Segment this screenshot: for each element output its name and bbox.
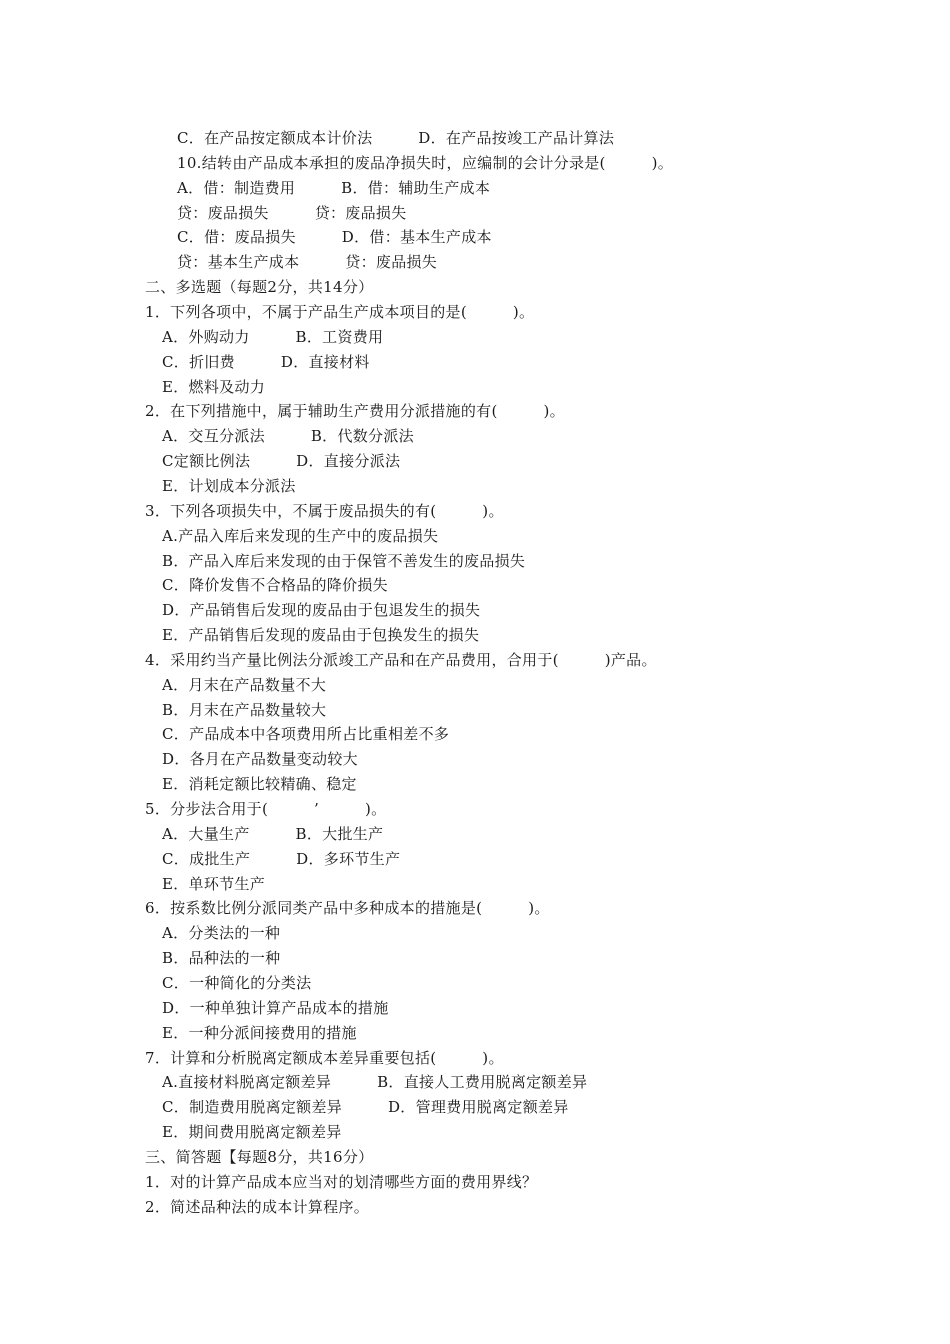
text-line: A．月末在产品数量不大 (162, 675, 327, 694)
text-line: 贷：废品损失 贷：废品损失 (177, 203, 407, 222)
text-line: C．在产品按定额成本计价法 D．在产品按竣工产品计算法 (177, 129, 615, 147)
text-line: 1．对的计算产品成本应当对的划清哪些方面的费用界线？ (145, 1172, 538, 1191)
text-line: A．外购动力 B．工资费用 (162, 327, 384, 346)
text-line: E．期间费用脱离定额差异 (162, 1123, 342, 1141)
text-line: C．折旧费 D．直接材料 (162, 352, 370, 371)
text-line: 3．下列各项损失中，不属于废品损失的有( )。 (145, 501, 504, 520)
text-line: C．成批生产 D．多环节生产 (162, 849, 401, 868)
text-line: E．消耗定额比较精确、稳定 (162, 775, 357, 794)
text-line: E．产品销售后发现的废品由于包换发生的损失 (162, 626, 480, 644)
text-line: C．制造费用脱离定额差异 D．管理费用脱离定额差异 (162, 1098, 569, 1117)
text-line: E．计划成本分派法 (162, 476, 296, 495)
text-line: 三、简答题【每题8分，共16分） (145, 1147, 374, 1166)
text-line: 4．采用约当产量比例法分派竣工产品和在产品费用，合用于( )产品。 (145, 650, 657, 669)
text-line: 贷：基本生产成本 贷：废品损失 (177, 253, 438, 272)
text-line: D．一种单独计算产品成本的措施 (162, 998, 389, 1017)
text-line: B．品种法的一种 (162, 949, 281, 968)
text-line: A．交互分派法 B．代数分派法 (162, 427, 414, 446)
text-line: D．产品销售后发现的废品由于包退发生的损失 (162, 601, 481, 620)
text-line: E．一种分派间接费用的措施 (162, 1023, 357, 1042)
text-line: A.产品入库后来发现的生产中的废品损失 (162, 526, 439, 545)
text-line: D．各月在产品数量变动较大 (162, 750, 358, 769)
text-line: 6．按系数比例分派同类产品中多种成本的措施是( )。 (145, 899, 550, 918)
text-line: 1．下列各项中，不属于产品生产成本项目的是( )。 (145, 303, 535, 321)
text-line: B．月末在产品数量较大 (162, 700, 327, 719)
text-line: A．借：制造费用 B．借：辅助生产成本 (177, 178, 491, 197)
text-line: A．分类法的一种 (162, 924, 281, 943)
text-line: C．一种简化的分类法 (162, 973, 312, 992)
text-line: C．产品成本中各项费用所占比重相差不多 (162, 725, 450, 744)
text-line: C定额比例法 D．直接分派法 (162, 452, 401, 471)
text-line: B．产品入库后来发现的由于保管不善发生的废品损失 (162, 551, 526, 570)
text-line: A.直接材料脱离定额差异 B．直接人工费用脱离定额差异 (162, 1073, 588, 1092)
text-line: E．燃料及动力 (162, 377, 266, 396)
text-line: C．降价发售不合格品的降价损失 (162, 576, 388, 595)
text-line: 10.结转由产品成本承担的废品净损失时，应编制的会计分录是( )。 (177, 153, 674, 172)
text-line: A．大量生产 B．大批生产 (162, 824, 384, 843)
text-line: 二、多选题（每题2分，共14分） (145, 278, 374, 297)
text-line: 2．在下列措施中，属于辅助生产费用分派措施的有( )。 (145, 402, 565, 421)
text-line: C．借：废品损失 D．借：基本生产成本 (177, 228, 492, 247)
text-line: E．单环节生产 (162, 874, 266, 893)
text-line: 5．分步法合用于( ’ )。 (145, 800, 387, 818)
text-line: 7．计算和分析脱离定额成本差异重要包括( )。 (145, 1048, 504, 1067)
text-line: 2．简述品种法的成本计算程序。 (145, 1197, 370, 1216)
